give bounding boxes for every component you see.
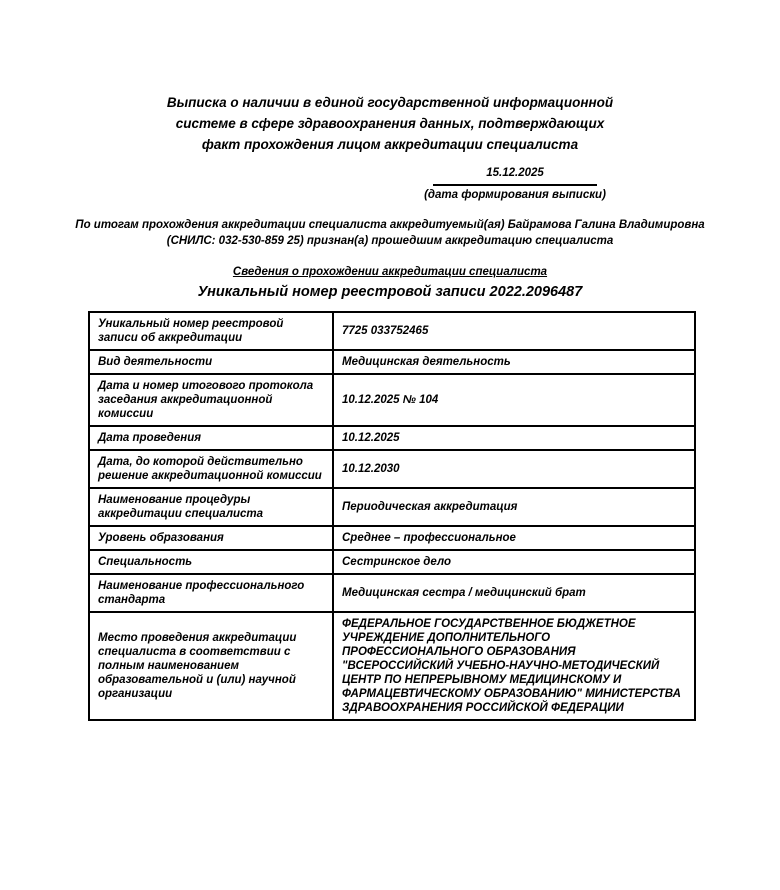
row-value: 7725 033752465 [333,312,695,350]
row-value: Медицинская сестра / медицинский брат [333,574,695,612]
extract-date: 15.12.2025 [433,166,597,186]
row-value: Периодическая аккредитация [333,488,695,526]
row-label: Дата проведения [89,426,333,450]
row-value: ФЕДЕРАЛЬНОЕ ГОСУДАРСТВЕННОЕ БЮДЖЕТНОЕ УЧРЕЖДЕНИЕ ДОПОЛНИТЕЛЬНОГО ПРОФЕССИОНАЛЬНОГО ОБРАЗОВАНИЯ "ВСЕРОССИЙСКИЙ УЧЕБНО-НАУЧНО-МЕТОДИЧЕСКИЙ ЦЕНТР ПО НЕПРЕРЫВНОМУ МЕДИЦИНСКОМУ И ФАРМАЦЕВТИЧЕСКОМУ ОБРАЗОВАНИЮ" МИНИСТЕРСТВА ЗДРАВООХРАНЕНИЯ РОССИЙСКОЙ ФЕДЕРАЦИИ [333,612,695,720]
row-label: Наименование профессионального стандарта [89,574,333,612]
extract-date-caption: (дата формирования выписки) [424,189,606,201]
table-row [89,426,695,450]
extract-date-block [405,166,625,202]
row-label: Дата, до которой действительно решение аккредитационной комиссии [89,450,333,488]
row-value: 10.12.2025 № 104 [333,374,695,426]
row-label: Специальность [89,550,333,574]
row-label: Вид деятельности [89,350,333,374]
row-value: 10.12.2030 [333,450,695,488]
row-label: Место проведения аккредитации специалиста в соответствии с полным наименованием образовательной и (или) научной организации [89,612,333,720]
row-value: Среднее – профессиональное [333,526,695,550]
accreditation-table [88,311,696,721]
table-row [89,312,695,350]
row-label: Уровень образования [89,526,333,550]
section-heading: Сведения о прохождении аккредитации специалиста [232,266,548,278]
table-row [89,488,695,526]
row-label: Наименование процедуры аккредитации специалиста [89,488,333,526]
accreditation-table-body [89,312,695,720]
table-row [89,374,695,426]
row-label: Уникальный номер реестровой записи об аккредитации [89,312,333,350]
row-value: Сестринское дело [333,550,695,574]
row-value: Медицинская деятельность [333,350,695,374]
table-row [89,450,695,488]
registry-number-heading: Уникальный номер реестровой записи 2022.2096487 [197,284,583,300]
document-title: Выписка о наличии в единой государственной информационной системе в сфере здравоохранения данных, подтверждающих факт прохождения лицом аккредитации специалиста [166,95,614,152]
table-row [89,612,695,720]
table-row [89,574,695,612]
row-value: 10.12.2025 [333,426,695,450]
table-row [89,350,695,374]
row-label: Дата и номер итогового протокола заседания аккредитационной комиссии [89,374,333,426]
intro-paragraph: По итогам прохождения аккредитации специалиста аккредитуемый(ая) Байрамова Галина Владимировна (СНИЛС: 032-530-859 25) признан(а) прошедшим аккредитацию специалиста [75,219,705,247]
table-row [89,550,695,574]
table-row [89,526,695,550]
